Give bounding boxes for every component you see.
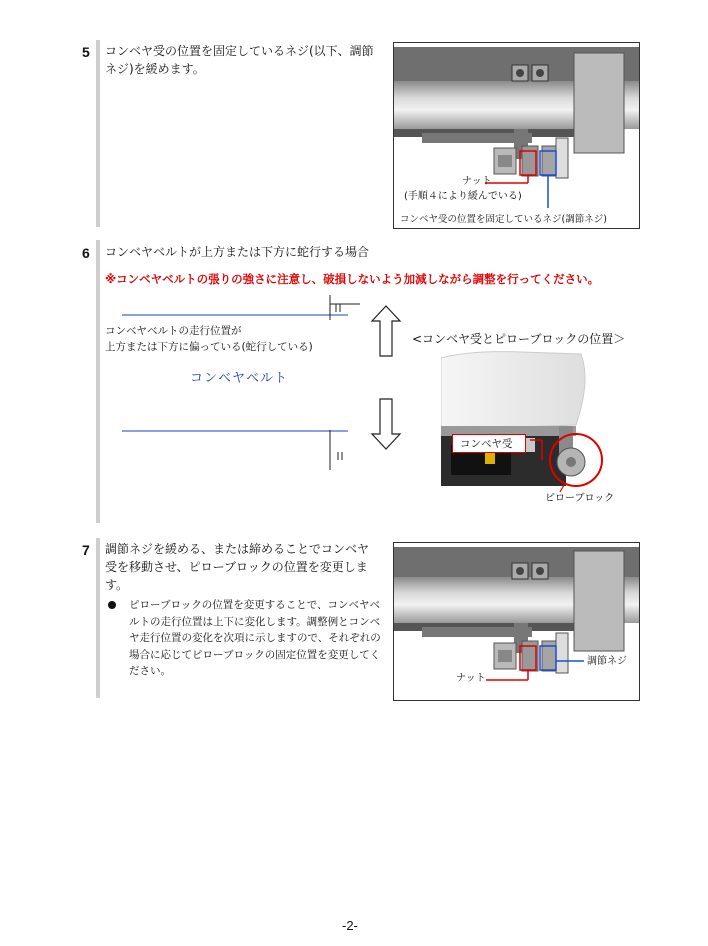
step-6-warning: ※コンベヤベルトの張りの強さに注意し、破損しないよう加減しながら調整を行ってください。	[105, 272, 600, 286]
step-7-nut-label: ナット	[456, 673, 486, 684]
step-5-figure	[393, 42, 640, 229]
step-6-text: コンベヤベルトが上方または下方に蛇行する場合	[105, 245, 370, 259]
step-5-nut-note: (手順４により緩んでいる)	[404, 191, 522, 202]
pillow-block-label: ピローブロック	[545, 493, 615, 504]
step-6-number: 6	[82, 245, 90, 261]
step-7-bullet-text: ピローブロックの位置を変更することで、コンベヤベルトの走行位置は上下に変化します。調整例とコンベヤ走行位置の変化を次項に示しますので、それぞれの場合に応じてピローブロックの固定位置を変更してください。	[129, 599, 381, 677]
step-7-text: 調節ネジを緩める、または締めることでコンベヤ受を移動させ、ピローブロックの位置を変更します。	[105, 542, 370, 592]
pillow-block-highlight	[530, 430, 610, 500]
step-7-bullet-icon	[108, 601, 116, 609]
step-6-bar	[96, 240, 100, 523]
step-5-screw-label: コンベヤ受の位置を固定しているネジ(調節ネジ)	[400, 214, 607, 225]
arrow-down-icon	[370, 398, 402, 450]
step-7-figure	[393, 542, 640, 701]
step-7-bar	[96, 538, 100, 698]
page-number: -2-	[342, 918, 358, 933]
step-5-nut-label: ナット	[462, 176, 492, 187]
belt-label: コンベヤベルト	[190, 371, 289, 386]
belt-note-line-2: 上方または下方に偏っている(蛇行している)	[105, 341, 313, 353]
belt-note-line-1: コンベヤベルトの走行位置が	[105, 325, 242, 337]
position-title: <コンベヤ受とピローブロックの位置＞	[412, 332, 626, 346]
step-5-text: コンベヤ受の位置を固定しているネジ(以下、調節ネジ)を緩めます。	[105, 44, 374, 76]
arrow-up-icon	[370, 305, 402, 357]
step-7-number: 7	[82, 542, 90, 558]
step-5-bar	[96, 40, 100, 227]
step-5-number: 5	[82, 44, 90, 60]
step-7-screw-label: 調節ネジ	[587, 656, 627, 667]
conveyor-support-label: コンベヤ受	[460, 438, 513, 450]
